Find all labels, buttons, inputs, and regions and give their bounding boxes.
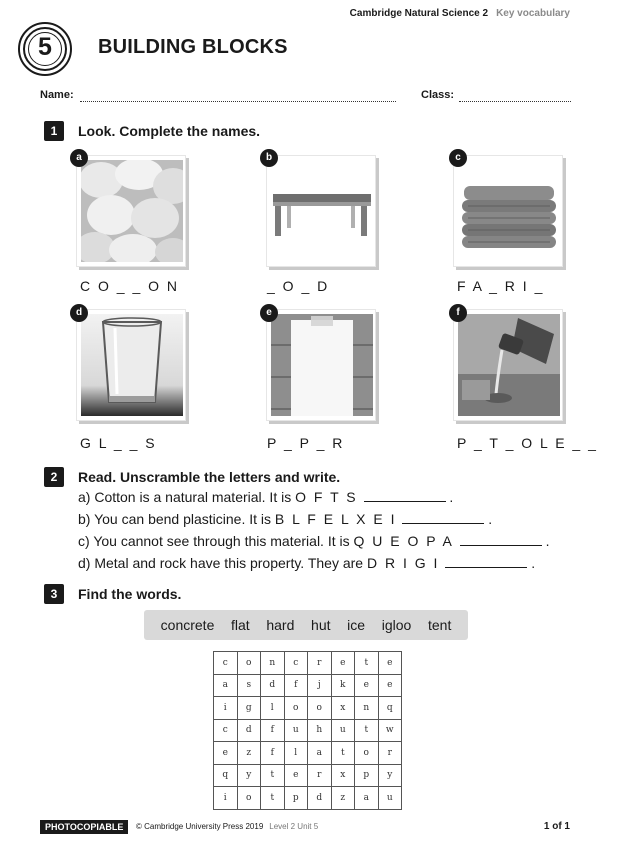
grid-cell[interactable]: q xyxy=(378,697,402,720)
grid-cell[interactable]: l xyxy=(284,742,308,765)
grid-cell[interactable]: e xyxy=(378,652,402,675)
grid-cell[interactable]: t xyxy=(355,652,379,675)
page-number: 1 of 1 xyxy=(543,821,570,832)
question-a: a) Cotton is a natural material. It is O F T S . xyxy=(78,489,454,505)
grid-cell[interactable]: e xyxy=(331,652,355,675)
grid-cell[interactable]: t xyxy=(355,719,379,742)
grid-cell[interactable]: o xyxy=(284,697,308,720)
answer-blank-d[interactable] xyxy=(445,556,527,568)
photo-frame-e xyxy=(266,309,376,421)
grid-cell[interactable]: x xyxy=(331,697,355,720)
grid-cell[interactable]: o xyxy=(308,697,332,720)
section-2-title: Read. Unscramble the letters and write. xyxy=(78,469,341,485)
grid-cell[interactable]: c xyxy=(214,652,238,675)
grid-cell[interactable]: n xyxy=(355,697,379,720)
photo-label-d: d xyxy=(70,304,88,322)
grid-row xyxy=(214,652,402,675)
petrol-photo xyxy=(458,314,560,416)
fabric-towels-photo xyxy=(458,160,560,262)
book-title: Cambridge Natural Science 2 xyxy=(349,8,489,19)
section-1-title: Look. Complete the names. xyxy=(78,123,261,139)
cotton-photo xyxy=(81,160,183,262)
grid-row xyxy=(214,742,402,765)
grid-cell[interactable]: e xyxy=(284,764,308,787)
section-3-number: 3 xyxy=(44,584,64,604)
grid-row xyxy=(214,787,402,810)
grid-cell[interactable]: h xyxy=(308,719,332,742)
grid-cell[interactable]: r xyxy=(308,764,332,787)
grid-cell[interactable]: z xyxy=(331,787,355,810)
grid-cell[interactable]: t xyxy=(261,787,285,810)
name-clue-e: P _ P _ R xyxy=(267,435,345,451)
word-bank-item: ice xyxy=(347,617,366,633)
grid-cell[interactable]: a xyxy=(214,674,238,697)
paper-photo xyxy=(271,314,373,416)
grid-cell[interactable]: d xyxy=(261,674,285,697)
grid-cell[interactable]: e xyxy=(214,742,238,765)
grid-cell[interactable]: d xyxy=(237,719,261,742)
grid-cell[interactable]: r xyxy=(308,652,332,675)
photo-label-b: b xyxy=(260,149,278,167)
grid-cell[interactable]: j xyxy=(308,674,332,697)
scrambled-word: B L F E L X E I xyxy=(274,511,397,527)
grid-cell[interactable]: t xyxy=(331,742,355,765)
word-bank-item: concrete xyxy=(160,617,215,633)
grid-cell[interactable]: t xyxy=(261,764,285,787)
name-clue-a: C O _ _ O N xyxy=(80,278,180,294)
grid-cell[interactable]: e xyxy=(378,674,402,697)
grid-cell[interactable]: s xyxy=(237,674,261,697)
word-bank-item: igloo xyxy=(381,617,412,633)
name-field[interactable] xyxy=(80,90,396,102)
grid-cell[interactable]: c xyxy=(284,652,308,675)
word-bank-item: tent xyxy=(427,617,452,633)
grid-cell[interactable]: y xyxy=(237,764,261,787)
grid-cell[interactable]: c xyxy=(214,719,238,742)
copyright-line: © Cambridge University Press 2019 Level 2 Unit 5 xyxy=(136,822,319,831)
word-bank-item: flat xyxy=(231,617,250,633)
answer-blank-c[interactable] xyxy=(460,534,542,546)
answer-blank-a[interactable] xyxy=(364,490,446,502)
grid-cell[interactable]: e xyxy=(355,674,379,697)
grid-cell[interactable]: k xyxy=(331,674,355,697)
question-d: d) Metal and rock have this property. They are D R I G I . xyxy=(78,555,536,571)
photocopiable-badge: PHOTOCOPIABLE xyxy=(40,820,128,834)
grid-cell[interactable]: o xyxy=(237,787,261,810)
grid-row xyxy=(214,674,402,697)
name-clue-b: _ O _ D xyxy=(267,278,330,294)
grid-row xyxy=(214,764,402,787)
section-2-number: 2 xyxy=(44,467,64,487)
photo-frame-a xyxy=(76,155,186,267)
grid-cell[interactable]: y xyxy=(378,764,402,787)
section-3-title: Find the words. xyxy=(78,586,182,602)
photo-label-e: e xyxy=(260,304,278,322)
question-b: b) You can bend plasticine. It is B L F E L X E I . xyxy=(78,511,493,527)
name-clue-c: F A _ R I _ xyxy=(457,278,545,294)
photo-label-f: f xyxy=(449,304,467,322)
grid-cell[interactable]: p xyxy=(284,787,308,810)
grid-cell[interactable]: i xyxy=(214,697,238,720)
photo-label-a: a xyxy=(70,149,88,167)
section-label: Key vocabulary xyxy=(496,8,570,19)
class-field[interactable] xyxy=(459,90,571,102)
section-1-number: 1 xyxy=(44,121,64,141)
photo-frame-b xyxy=(266,155,376,267)
name-label: Name: xyxy=(40,89,74,101)
photo-frame-d xyxy=(76,309,186,421)
grid-cell[interactable]: d xyxy=(308,787,332,810)
photo-label-c: c xyxy=(449,149,467,167)
grid-cell[interactable]: f xyxy=(284,674,308,697)
name-clue-d: G L _ _ S xyxy=(80,435,157,451)
grid-cell[interactable]: w xyxy=(378,719,402,742)
header-book-info xyxy=(350,8,570,19)
wood-table-photo xyxy=(271,160,373,262)
scrambled-word: D R I G I xyxy=(366,555,440,571)
grid-cell[interactable]: a xyxy=(308,742,332,765)
question-c: c) You cannot see through this material. It is Q U E O P A . xyxy=(78,533,550,549)
word-bank-item: hut xyxy=(311,617,331,633)
grid-cell[interactable]: o xyxy=(237,652,261,675)
unit-number: 5 xyxy=(38,33,52,61)
grid-cell[interactable]: u xyxy=(331,719,355,742)
grid-cell[interactable]: u xyxy=(284,719,308,742)
unit-number-badge xyxy=(18,22,72,76)
photo-frame-f xyxy=(453,309,563,421)
grid-cell[interactable]: z xyxy=(237,742,261,765)
class-label: Class: xyxy=(421,89,455,101)
word-bank xyxy=(144,610,468,640)
grid-cell[interactable]: f xyxy=(261,742,285,765)
grid-cell[interactable]: o xyxy=(355,742,379,765)
grid-cell[interactable]: n xyxy=(261,652,285,675)
grid-cell[interactable]: x xyxy=(331,764,355,787)
page-title: BUILDING BLOCKS xyxy=(98,36,288,58)
grid-cell[interactable]: a xyxy=(355,787,379,810)
grid-row xyxy=(214,719,402,742)
word-search-grid xyxy=(213,651,402,810)
answer-blank-b[interactable] xyxy=(402,512,484,524)
name-clue-f: P _ T _ O L E _ _ xyxy=(457,435,598,451)
grid-cell[interactable]: p xyxy=(355,764,379,787)
grid-cell[interactable]: f xyxy=(261,719,285,742)
scrambled-word: Q U E O P A xyxy=(353,533,454,549)
grid-row xyxy=(214,697,402,720)
scrambled-word: O F T S xyxy=(295,489,358,505)
glass-photo xyxy=(81,314,183,416)
grid-cell[interactable]: i xyxy=(214,787,238,810)
grid-cell[interactable]: u xyxy=(378,787,402,810)
grid-cell[interactable]: l xyxy=(261,697,285,720)
grid-cell[interactable]: g xyxy=(237,697,261,720)
word-bank-item: hard xyxy=(266,617,295,633)
grid-cell[interactable]: r xyxy=(378,742,402,765)
photo-frame-c xyxy=(453,155,563,267)
grid-cell[interactable]: q xyxy=(214,764,238,787)
